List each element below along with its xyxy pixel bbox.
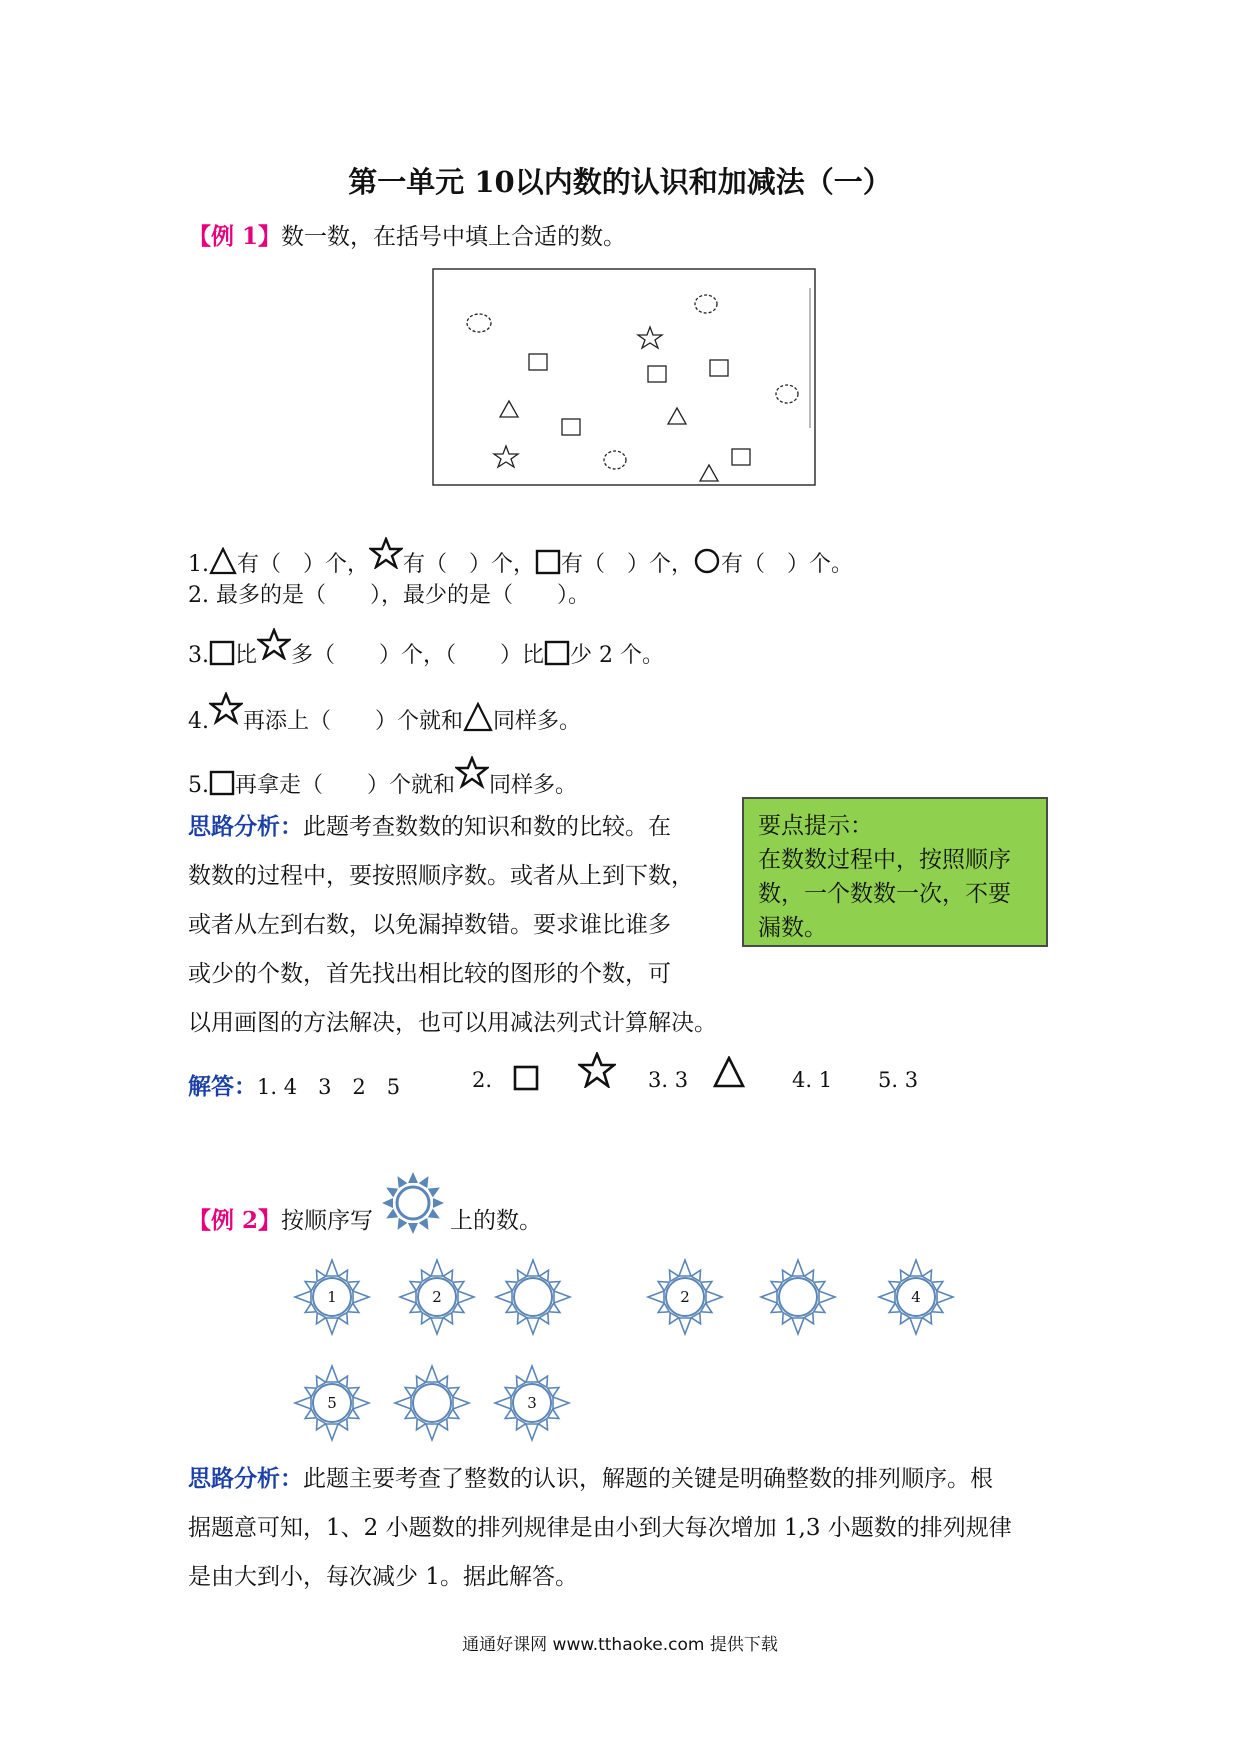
example2-prompt-a: 按顺序写: [281, 1208, 374, 1234]
sun-ray: [400, 1291, 416, 1303]
star-icon: [455, 756, 489, 790]
sun-disc: [779, 1278, 817, 1316]
sun-ray: [295, 1291, 311, 1303]
sun-ray: [431, 1318, 443, 1334]
circle-icon: [693, 547, 721, 575]
star-icon: [209, 692, 243, 726]
sun-ray: [554, 1291, 570, 1303]
q4-number: 4.: [188, 709, 209, 734]
number-sun: [879, 1260, 953, 1334]
question-2: 2. 最多的是（ ），最少的是（ ）。: [188, 583, 590, 608]
sun-icon: [380, 1170, 446, 1236]
q4-text-a: 再添上（ ）个就和: [243, 709, 464, 734]
q1-number: 1.: [188, 552, 209, 577]
sun-ray: [395, 1397, 411, 1409]
star-icon: [369, 537, 403, 569]
circle-shape: [467, 314, 491, 332]
sun-ray: [431, 1260, 443, 1276]
sun-number: 1: [327, 1288, 337, 1306]
tip-title: 要点提示：: [758, 813, 873, 839]
analysis1-line: 以用画图的方法解决，也可以用减法列式计算解决。: [188, 1010, 717, 1036]
q3-text-b: 多（ ）个，（ ）比: [291, 643, 545, 668]
sun-ray: [761, 1291, 777, 1303]
analysis2-line: 此题主要考查了整数的认识，解题的关键是明确整数的排列顺序。根: [303, 1466, 993, 1492]
sun-ray: [496, 1291, 512, 1303]
question-5: [188, 756, 577, 799]
sun-ray: [326, 1366, 338, 1382]
sun-ray: [426, 1366, 438, 1382]
sun-ray: [706, 1291, 722, 1303]
sun-ray: [326, 1260, 338, 1276]
q1-text-b: 有（ ）个，: [403, 552, 536, 577]
analysis2-line: 是由大到小，每次减少 1。据此解答。: [188, 1564, 578, 1590]
example2-heading: [188, 1202, 373, 1235]
sun-ray: [326, 1318, 338, 1334]
sun-ray: [679, 1318, 691, 1334]
sun-ray: [553, 1397, 569, 1409]
sun-ray: [792, 1318, 804, 1334]
q1-text-a: 有（ ）个，: [237, 552, 370, 577]
question-4: [188, 692, 581, 735]
square-icon: [544, 640, 570, 666]
circle-shape: [695, 295, 717, 313]
question-3: [188, 628, 664, 669]
number-sun: [400, 1260, 474, 1334]
sun-ray: [453, 1397, 469, 1409]
triangle-icon: [712, 1056, 746, 1088]
sun-number: 4: [911, 1288, 921, 1306]
sun-ray: [526, 1366, 538, 1382]
answer1-label: 解答：: [188, 1073, 257, 1100]
square-icon: [512, 1064, 540, 1092]
example1-label: 【例 1】: [188, 223, 282, 250]
page-title: 第一单元 10以内数的认识和加减法（一）: [348, 165, 892, 199]
triangle-icon: [209, 547, 237, 575]
square-shape: [529, 354, 547, 370]
circle-shape: [604, 451, 626, 469]
q1-text-d: 有（ ）个。: [721, 552, 854, 577]
triangle-shape: [500, 401, 518, 417]
number-sun: [295, 1366, 369, 1440]
sun-ray: [458, 1291, 474, 1303]
sun-sequence: [280, 1255, 980, 1465]
triangle-shape: [668, 408, 686, 424]
sun-number: 3: [527, 1394, 537, 1412]
sun-ray: [527, 1260, 539, 1276]
answer1-part5: 5. 3: [878, 1068, 919, 1092]
star-icon: [578, 1052, 616, 1088]
q4-text-b: 同样多。: [493, 709, 582, 734]
sun-ray: [910, 1260, 922, 1276]
sun-ray: [527, 1318, 539, 1334]
square-icon: [209, 770, 235, 796]
answer1-part3: 3. 3: [648, 1068, 689, 1092]
number-sun: [495, 1366, 569, 1440]
sun-ray: [879, 1291, 895, 1303]
square-icon: [535, 549, 561, 575]
sun-ray: [326, 1424, 338, 1440]
answer1-part1: 1. 4 3 2 5: [257, 1075, 401, 1099]
sun-ray: [679, 1260, 691, 1276]
analysis1-line: 或者从左到右数，以免漏掉数错。要求谁比谁多: [188, 912, 671, 938]
q3-number: 3.: [188, 643, 209, 668]
example2-prompt-b: 上的数。: [450, 1208, 542, 1234]
sun-ray: [495, 1397, 511, 1409]
q1-text-c: 有（ ）个，: [561, 552, 694, 577]
sun-number: 5: [327, 1394, 337, 1412]
shapes-figure: [432, 268, 816, 486]
triangle-icon: [463, 702, 493, 732]
sun-ray: [792, 1260, 804, 1276]
figure-border: [433, 269, 815, 485]
sun-ray: [937, 1291, 953, 1303]
number-sun: [761, 1260, 835, 1334]
tip-box: [742, 797, 1048, 947]
square-shape: [562, 419, 580, 435]
sun-disc: [413, 1384, 451, 1422]
analysis2-line: 据题意可知，1、2 小题数的排列规律是由小到大每次增加 1,3 小题数的排列规律: [188, 1515, 1012, 1541]
example1-prompt: 数一数，在括号中填上合适的数。: [281, 224, 627, 250]
number-sun: [295, 1260, 369, 1334]
square-icon: [209, 640, 235, 666]
triangle-shape: [700, 465, 718, 481]
q5-number: 5.: [188, 773, 209, 798]
sun-ray: [353, 1397, 369, 1409]
square-shape: [710, 360, 728, 376]
q3-text-c: 少 2 个。: [570, 643, 665, 668]
question-1: [188, 537, 853, 578]
number-sun: [648, 1260, 722, 1334]
star-icon: [257, 628, 291, 660]
footer-credit: 通通好课网 www.tthaoke.com 提供下载: [462, 1635, 778, 1655]
square-shape: [648, 366, 666, 382]
example2-label: 【例 2】: [188, 1207, 282, 1234]
star-shape: [638, 327, 662, 348]
sun-disc: [514, 1278, 552, 1316]
sun-ray: [819, 1291, 835, 1303]
square-shape: [732, 449, 750, 465]
answer1-part4: 4. 1: [792, 1068, 833, 1092]
number-sun: [496, 1260, 570, 1334]
q5-text-a: 再拿走（ ）个就和: [235, 773, 456, 798]
analysis2-label: 思路分析：: [188, 1465, 303, 1492]
sun-ray: [526, 1424, 538, 1440]
analysis1-label: 思路分析：: [188, 813, 303, 840]
analysis-2: [188, 1454, 1068, 1602]
sun-ray: [426, 1424, 438, 1440]
sun-ray: [295, 1397, 311, 1409]
star-shape: [494, 446, 518, 467]
sun-ray: [648, 1291, 664, 1303]
analysis1-line: 数数的过程中，要按照顺序数。或者从上到下数，: [188, 863, 694, 889]
analysis-1: [188, 802, 728, 1048]
number-sun: [395, 1366, 469, 1440]
q5-text-b: 同样多。: [489, 773, 578, 798]
example1-heading: [188, 218, 626, 251]
sun-number: 2: [680, 1288, 690, 1306]
analysis1-line: 或少的个数，首先找出相比较的图形的个数，可: [188, 961, 671, 987]
circle-shape: [776, 385, 798, 403]
answer-1: [188, 1068, 400, 1101]
answer1-part2: 2.: [472, 1068, 493, 1092]
analysis1-line: 此题考查数数的知识和数的比较。在: [303, 814, 671, 840]
tip-body: 在数数过程中，按照顺序数，一个数数一次，不要漏数。: [758, 847, 1011, 941]
sun-ray: [910, 1318, 922, 1334]
q3-text-a: 比: [235, 643, 258, 668]
sun-number: 2: [432, 1288, 442, 1306]
sun-ray: [353, 1291, 369, 1303]
